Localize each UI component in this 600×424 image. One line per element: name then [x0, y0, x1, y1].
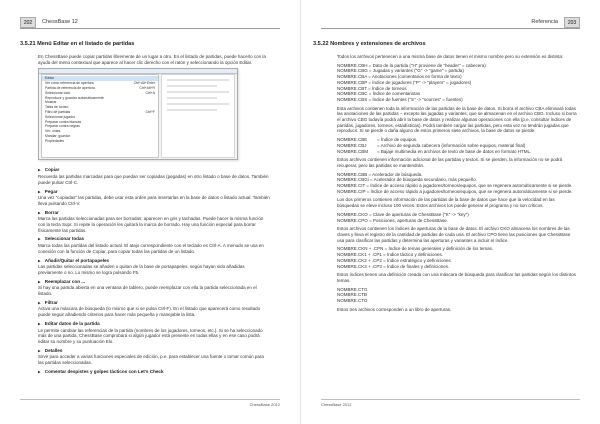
bullet-icon: ▶ — [38, 237, 41, 242]
paragraph: Los dos primeros contienen información de las partidas de la base de datos que hace que la velocidad en las búsquedas se eleve incluso 100 veces. Estos archivos los puede generar el programa y no son críticos. — [337, 197, 555, 209]
menu-item[interactable]: Preparar contra blancas — [45, 119, 82, 124]
menu-entry: ▶ Detalles — [38, 347, 63, 353]
right-body — [337, 54, 577, 315]
bullet-icon: ▶ — [38, 300, 41, 305]
menu-item[interactable]: Reproducir y guardar automáticamente — [45, 95, 104, 100]
paragraph: Estos archivos contienen información adicional de las partidas y textos. Si se pierden, la información no se podrá recuperar, pero las partidas se mantendrán. — [337, 157, 563, 168]
menu-item[interactable]: Ver cómo referencia de apertura Ctrl+Alt+Enter — [45, 81, 155, 86]
extension-list: NOMBRE.CKO = Clave de aperturas de ChessBase ("K" -> "key") NOMBRE.CPO = Posiciones, aperturas de ChessBase. — [337, 211, 469, 223]
section-title: 3.5.22 Nombres y extensiones de archivos — [313, 41, 426, 47]
section-title: 3.5.21 Menü Editar en el listado de partidas — [20, 41, 135, 47]
menu-item[interactable]: Seleccionar todo Ctrl+A — [45, 90, 155, 95]
header-title: ChessBase 12 — [42, 19, 78, 25]
paragraph: Esta archivos contienen toda la información de las partidas de la base de datos. Si borra el archivo CBA eliminará todas las anotaciones de las partidas – excepto las jugadas y variantes, que se almacenan en el archivo CBG. Incluso si borra el archivo CBG todavía podrá abrir la base de datos y realizar algunas operaciones con ella (p.e. consultar índices de partidas, jugadores, torneos, estadísticas). Podrá también cargar las partidas, pero esta vez no tendrán jugadas que reproducir. Si se pierde o daña alguno de estos primeros siete archivos, la base de datos se pierde. — [337, 105, 577, 134]
menu-entry: ▶ Seleccionar todas — [38, 236, 85, 242]
bullet-icon: ▶ — [38, 321, 41, 326]
paragraph: Estos archivos contienen los índices de aperturas de la base de datos. El archivo CKO almacena los nombres de las claves y lleva el registro de la cantidad de partidas de cada una. El archivo CPO tiene las posiciones que ChessBase usa para clasificar las partidas y determina las aperturas y variantes a incluir el índice. — [337, 226, 571, 243]
page-footer: ChessBase 2012 — [20, 399, 280, 407]
page-footer: ChessBase 2012 — [321, 399, 580, 407]
menu-entry: ▶ Añadir/Quitar el portapapeles — [38, 257, 110, 263]
right-page — [300, 0, 600, 424]
menu-item[interactable]: Preparar contra negras — [45, 124, 80, 129]
menu-item[interactable]: Seleccionar jugador — [45, 114, 75, 119]
page-number: 202 — [20, 17, 36, 28]
intro-text: En ChessBase puede copiar partidas libremente de un lugar a otro. En el listado de partidas, puede hacerlo con la ayuda del menú contextual que aparece al hacer clic derecho con el ratón y seleccionando la opción Editar. — [38, 54, 266, 65]
menu-entry: ▶ Copiar — [38, 167, 60, 173]
bullet-icon: ▶ — [38, 189, 41, 194]
menu-entry: ▶ Filtrar — [38, 299, 58, 305]
menu-entry: ▶ Borrar — [38, 209, 59, 215]
extension-list: NOMBRE.CTG NOMBRE.CTB NOMBRE.CTO — [337, 286, 368, 304]
bullet-icon: ▶ — [38, 279, 41, 284]
extension-list: NOMBRE.CBE = Índice de equipos. NOMBRE.CBJ = Archivo de segunda cabecera (información sobre equipos, material final) NOMBRE.CBM = Bajaje multimedia en archivos de texto de base de datos en formato HTML. — [337, 137, 532, 154]
context-menu — [41, 74, 159, 158]
screenshot-background-pane — [161, 74, 235, 158]
menu-item[interactable]: Mandar: guardar — [45, 133, 71, 138]
paragraph: Estos índices tienen una definición creada con una máscara de búsqueda para clasificar las partidas según los distintos temas. — [337, 272, 576, 283]
page-header — [20, 17, 280, 29]
menu-entry: ▶ Comentar despistes y golpes tácticos con Let's Check — [38, 368, 164, 374]
menu-item[interactable]: Editar — [42, 76, 158, 81]
page-number: 203 — [564, 17, 580, 28]
header-title: Referencia — [531, 19, 558, 25]
menu-entry: ▶ Editar datos de la partida — [38, 320, 100, 326]
bullet-icon: ▶ — [38, 369, 41, 374]
extension-list: NOMBRE.CKN + .CPN = Índice de temas generales y definición de los temas. NOMBRE.CK1 + .CP1 = Índice táctico y definiciones. NOMBRE.CK2 + .CP2 = Índice estratégico y definiciones. NOMBRE.CK3 + .CP3 = Índice de finales y definiciones. — [337, 246, 494, 269]
menu-item[interactable]: Tabla de torneo — [45, 105, 69, 110]
extension-list: NOMBRE.CBB = Acelerador de búsqueda. NOMBRE.CBGi = Acelerador de búsqueda secundario, más pequeño. NOMBRE.CIT = Índice de acceso rápido a jugadores/torneos/equipos, que se regenera automáticamente si se pierde. NOMBRE.CIP = Índice de acceso rápido a jugadores/torneos/equipos, que se regenera automáticamente si se pierde. — [337, 171, 573, 194]
extension-list: NOMBRE.CBH = Dato de la partida ("H" proviene de "header" = cabecera) NOMBRE.CBG = Jugadas y variantes ("G" -> "game" = partida) NOMBRE.CBA = Anotaciones (comentarios en forma de texto) NOMBRE.CBP = Índice de jugadores ("P" -> "players" = jugadores) NOMBRE.CBT = Índice de torneos NOMBRE.CBC = Índice de comentaristas NOMBRE.CBS = Índice de fuentes ("S" -> "sources" = fuentes) — [337, 62, 486, 102]
intro-text: Todos los archivos pertenecen a una misma base de datos tienen el mismo nombre pero su extensión es distinta: — [337, 54, 564, 59]
menu-item[interactable]: Filtro de partidas Ctrl+F — [45, 109, 155, 114]
menu-entry: ▶ Reemplazar con ... — [38, 278, 86, 284]
bullet-icon: ▶ — [38, 258, 41, 263]
page-header — [321, 17, 580, 29]
bullet-icon: ▶ — [38, 168, 41, 173]
menu-entry: ▶ Pegar — [38, 188, 58, 194]
bullet-icon: ▶ — [38, 348, 41, 353]
bullet-icon: ▶ — [38, 210, 41, 215]
menu-item[interactable]: Propiedades — [45, 138, 65, 143]
menu-item[interactable]: Partida de referencia de apertura Ctrl+Alt+R — [45, 86, 155, 90]
paragraph: Estos tres archivos corresponden a un libro de aperturas. — [337, 306, 452, 312]
menu-item[interactable]: Ver: notas — [45, 129, 61, 134]
left-body: En ChessBase puede copiar partidas libremente de un lugar a otro. En el listado de partidas, puede hacerlo con la ayuda del menú contextual que aparece al hacer clic derecho con el ratón y seleccionando la opción Editar. Editar Ver cómo referencia de apertura Ctrl+Alt+Enter Partida de referencia de apertura Ctrl+Alt+R Seleccionar todo Ctrl+A Reproducir y guardar automáticamente Mostrar Tabla de torneo Filtro de partidas Ctrl+F Seleccionar jugador Preparar contra blancas Preparar contra negras Ver: notas Mandar: guardar Propiedades ▶ Copiar Recuerda las partidas marcadas para que puedan ser copiadas (pegadas) en otro listado o base de datos. También puede pulsar Ctrl-C. ▶ Pegar Una vez "copiadas" las partidas, debe usar esta orden para insertarlas en la base de datos o listado actual. También lleva pulsando Ctrl-V. ▶ Borrar Marca las partidas seleccionadas para ser borradas; aparecen en gris y tachadas. Puede hacer la misma función con la tecla Supr. Si repite la operación les quitará la marca de borrado. Hay una función especial para borrar físicamente las partidas. ▶ Seleccionar todas Marca todas las partidas del listado actual. El atajo correspondiente con el teclado es Ctrl-A. A menudo se usa en conexión con la función de Copiar, para copiar todas las partidas de un listado. ▶ Añadir/Quitar el portapapeles Las partidas seleccionadas se añaden o quitan de la base de portapapeles, según hayan sido añadidas previamente o no. Lo mismo se logra pulsando F5. ▶ Reemplazar con ... Si hay una partida abierta en una ventana de tablero, puede reemplazar con ella la partida seleccionada en el listado. ▶ Filtrar Activa una máscara de búsqueda (lo mismo que si se pulsa Ctrl-F). En el listado que aparecerá como resultado puede seguir añadiendo criterios para hacer más pequeña y manejable la lista. ▶ Editar datos de la partida Le permite cambiar las referencias de la partida (nombres de los jugadores, torneos, etc.). Si se ha seleccionado más de una partida, ChessBase comprobará si algún jugador está presente en todas ellas y en ese caso podrá editar su nombre y su puntuación Elo. ▶ Detalles Sirve para acceder a varias funciones especiales de edición, p.e. para establecer una fuente o tomar común para las partidas seleccionadas. ▶ Comentar despistes y golpes tácticos con Let's Check — [38, 54, 270, 374]
menu-item[interactable]: Mostrar — [45, 100, 57, 105]
context-menu-screenshot — [38, 68, 238, 160]
